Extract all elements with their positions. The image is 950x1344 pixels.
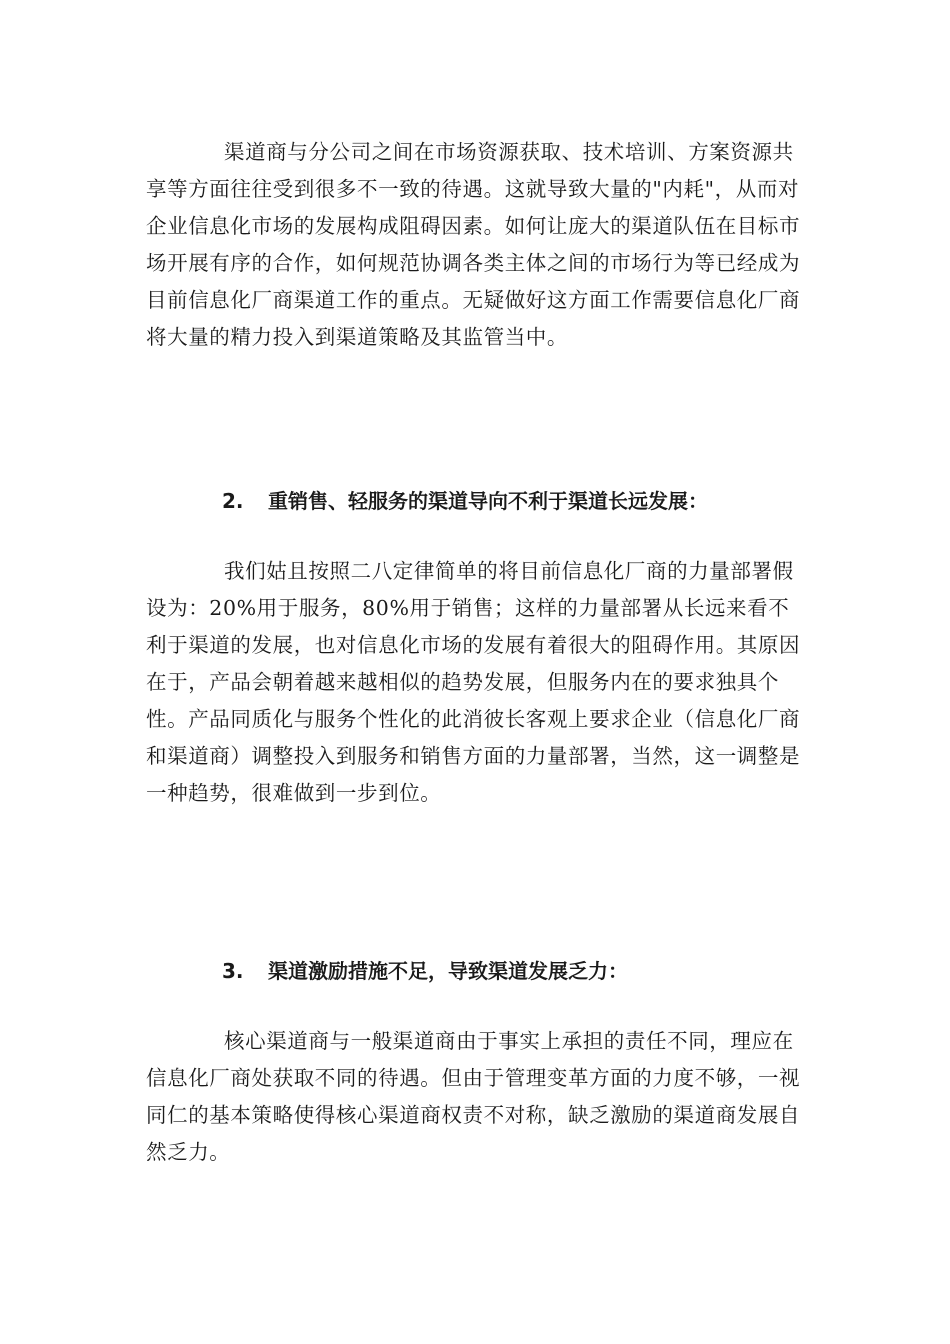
section-number: 2. [222,489,244,513]
section-number: 3. [222,959,244,983]
section-title: 重销售、轻服务的渠道导向不利于渠道长远发展： [268,489,708,513]
section-heading-3 [222,956,822,986]
section-heading-2 [222,486,822,516]
paragraph-sales-service: 我们姑且按照二八定律简单的将目前信息化厂商的力量部署假设为：20%用于服务，80%用于销售；这样的力量部署从长远来看不利于渠道的发展，也对信息化市场的发展有着很大的阻碍作用。其原因在于，产品会朝着越来越相似的趋势发展，但服务内在的要求独具个性。产品同质化与服务个性化的此消彼长客观上要求企业（信息化厂商和渠道商）调整投入到服务和销售方面的力量部署，当然，这一调整是一种趋势，很难做到一步到位。 [146,559,801,805]
paragraph-channel-incentive: 核心渠道商与一般渠道商由于事实上承担的责任不同，理应在信息化厂商处获取不同的待遇。但由于管理变革方面的力度不够，一视同仁的基本策略使得核心渠道商权责不对称，缺乏激励的渠道商发展自然乏力。 [146,1029,801,1164]
paragraph-channel-conflict: 渠道商与分公司之间在市场资源获取、技术培训、方案资源共享等方面往往受到很多不一致的待遇。这就导致大量的"内耗"，从而对企业信息化市场的发展构成阻碍因素。如何让庞大的渠道队伍在目标市场开展有序的合作，如何规范协调各类主体之间的市场行为等已经成为目前信息化厂商渠道工作的重点。无疑做好这方面工作需要信息化厂商将大量的精力投入到渠道策略及其监管当中。 [146,140,801,349]
section-title: 渠道激励措施不足，导致渠道发展乏力： [268,959,628,983]
